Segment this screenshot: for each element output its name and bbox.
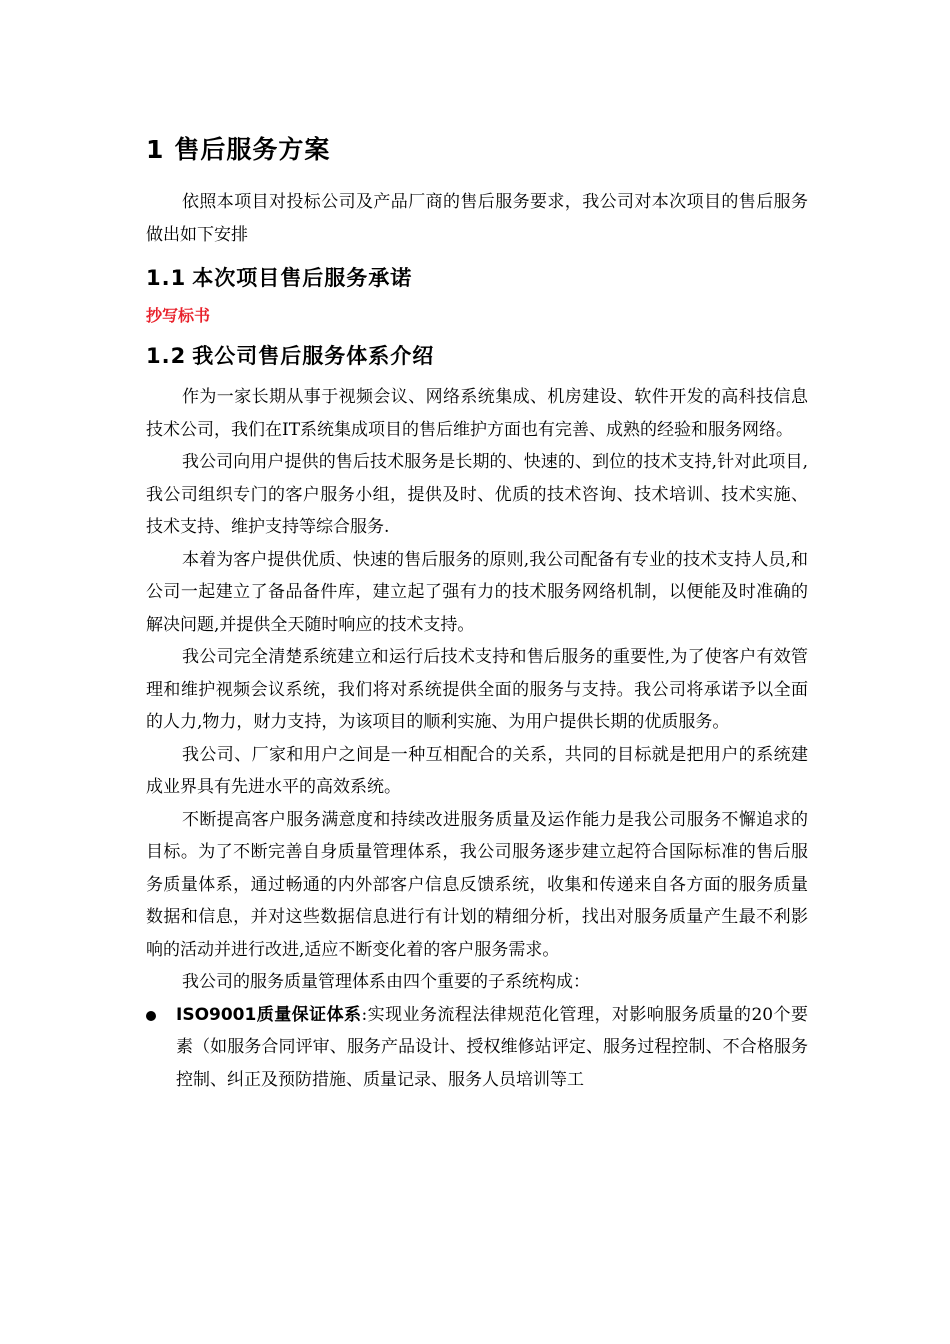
body-paragraph: 本着为客户提供优质、快速的售后服务的原则,我公司配备有专业的技术支持人员,和公司一起建立了备品备件库，建立起了强有力的技术服务网络机制，以便能及时准确的解决问题,并提供全天随时响应的技术支持。 <box>146 549 808 635</box>
heading-1-1-title: 本次项目售后服务承诺 <box>192 266 413 290</box>
red-note: 抄写标书 <box>146 306 211 325</box>
body-paragraph: 我公司的服务质量管理体系由四个重要的子系统构成： <box>182 972 590 992</box>
bullet-dot-icon <box>146 1011 156 1021</box>
body-paragraph: 我公司、厂家和用户之间是一种互相配合的关系，共同的目标就是把用户的系统建成业界具有先进水平的高效系统。 <box>146 744 808 797</box>
body-paragraph: 我公司完全清楚系统建立和运行后技术支持和售后服务的重要性,为了使客户有效管理和维护视频会议系统，我们将对系统提供全面的服务与支持。我公司将承诺予以全面的人力,物力，财力支持，为该项目的顺利实施、为用户提供长期的优质服务。 <box>146 647 808 732</box>
heading-1 <box>146 132 808 168</box>
heading-1-2 <box>146 339 808 373</box>
heading-1-number: 1 <box>146 135 165 164</box>
body-paragraph: 我公司向用户提供的售后技术服务是长期的、快速的、到位的技术支持,针对此项目,我公司组织专门的客户服务小组，提供及时、优质的技术咨询、技术培训、技术实施、技术支持、维护支持等综合服务. <box>146 452 808 537</box>
heading-1-1-number: 1.1 <box>146 266 187 290</box>
bullet-text: :实现业务流程法律规范化管理，对影响服务质量的20个要素（如服务合同评审、服务产品设计、授权维修站评定、服务过程控制、不合格服务控制、纠正及预防措施、质量记录、服务人员培训等工 <box>176 1004 808 1090</box>
document-content <box>146 132 808 1096</box>
heading-1-2-title: 我公司售后服务体系介绍 <box>192 344 435 368</box>
body-paragraph: 作为一家长期从事于视频会议、网络系统集成、机房建设、软件开发的高科技信息技术公司，我们在IT系统集成项目的售后维护方面也有完善、成熟的经验和服务网络。 <box>146 387 808 440</box>
heading-1-2-number: 1.2 <box>146 344 187 368</box>
body-paragraph: 不断提高客户服务满意度和持续改进服务质量及运作能力是我公司服务不懈追求的目标。为了不断完善自身质量管理体系，我公司服务逐步建立起符合国际标准的售后服务质量体系，通过畅通的内外部客户信息反馈系统，收集和传递来自各方面的服务质量数据和信息，并对这些数据信息进行有计划的精细分析，找出对服务质量产生最不利影响的活动并进行改进,适应不断变化着的客户服务需求。 <box>146 809 808 960</box>
bullet-bold-label: ISO9001质量保证体系 <box>176 1004 362 1025</box>
heading-1-1 <box>146 261 808 295</box>
intro-paragraph: 依照本项目对投标公司及产品厂商的售后服务要求，我公司对本次项目的售后服务做出如下安排 <box>146 192 808 245</box>
heading-1-title: 售后服务方案 <box>174 135 331 164</box>
bullet-item <box>176 999 808 1097</box>
